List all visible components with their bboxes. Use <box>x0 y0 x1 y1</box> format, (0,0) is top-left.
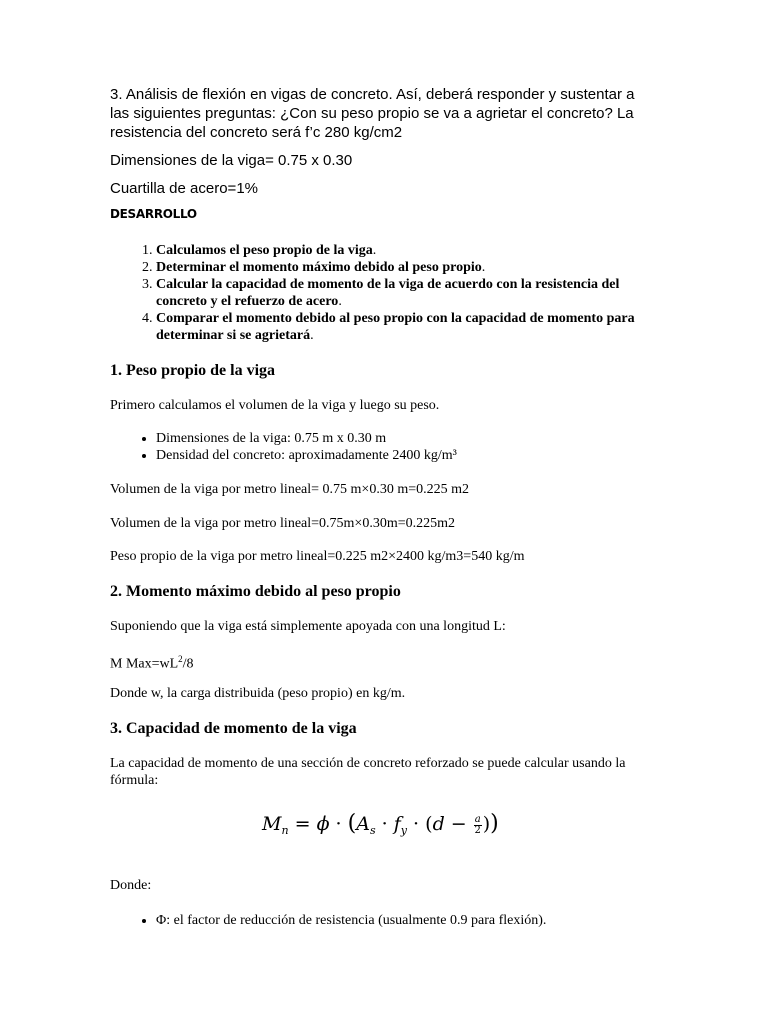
desarrollo-heading: DESARROLLO <box>110 207 197 221</box>
donde-label: Donde: <box>110 878 152 893</box>
section1-intro: Primero calculamos el volumen de la viga y luego su peso. <box>110 398 440 413</box>
max-moment-formula: M $Max=wL^2/8$ <box>110 654 194 672</box>
section2-note: Donde w, la carga distribuida (peso propio) en kg/m. <box>110 686 406 701</box>
volume-line-1: Volumen de la viga por metro lineal= 0.75 m×0.30 m=0.225 m2 <box>110 482 469 497</box>
steps-list <box>110 242 655 344</box>
section3-bullets <box>110 912 655 929</box>
beam-dimensions-text: Dimensiones de la viga= 0.75 x 0.30 <box>110 152 353 169</box>
section2-heading: 2. Momento máximo debido al peso propio <box>110 583 401 600</box>
section1-heading: 1. Peso propio de la viga <box>110 362 276 379</box>
question-paragraph: 3. Análisis de flexión en vigas de concreto. Así, deberá responder y sustentar a las siguientes preguntas: ¿Con su peso propio se va a agrietar el concreto? La resistencia del concreto será f’c 280 kg/cm2 <box>110 86 635 141</box>
list-item: 3. Calcular la capacidad de momento de la viga de acuerdo con la resistencia del concreto y el refuerzo de acero. <box>156 276 655 310</box>
section3-intro: La capacidad de momento de una sección de concreto reforzado se puede calcular usando la fórmula: <box>110 756 626 788</box>
section1-bullets <box>110 430 655 464</box>
moment-capacity-formula: $M_n = \phi \cdot (A_s \cdot f_y \cdot (d$ − $\frac{a}{2}$ )) <box>262 811 499 837</box>
list-item: 1. Calculamos el peso propio de la viga. <box>156 242 655 259</box>
section2-intro: Suponiendo que la viga está simplemente apoyada con una longitud L: <box>110 619 506 634</box>
list-item: • Densidad del concreto: aproximadamente 2400 kg/m³ <box>156 447 655 464</box>
list-item: 4. Comparar el momento debido al peso propio con la capacidad de momento para determinar si se agrietará. <box>156 310 655 344</box>
steel-ratio-text: Cuartilla de acero=1% <box>110 180 259 197</box>
list-item: 2. Determinar el momento máximo debido al peso propio. <box>156 259 655 276</box>
section3-heading: 3. Capacidad de momento de la viga <box>110 720 357 737</box>
volume-line-2: Volumen de la viga por metro lineal=0.75m×0.30m=0.225m2 <box>110 516 455 531</box>
list-item: • Dimensiones de la viga: 0.75 m x 0.30 m <box>156 430 655 447</box>
list-item: • Φ: el factor de reducción de resistencia (usualmente 0.9 para flexión). <box>156 912 655 929</box>
self-weight-line: Peso propio de la viga por metro lineal=0.225 m2×2400 kg/m3=540 kg/m <box>110 549 525 564</box>
a-over-2-fraction: $\frac{a}{2}$ <box>474 813 481 836</box>
